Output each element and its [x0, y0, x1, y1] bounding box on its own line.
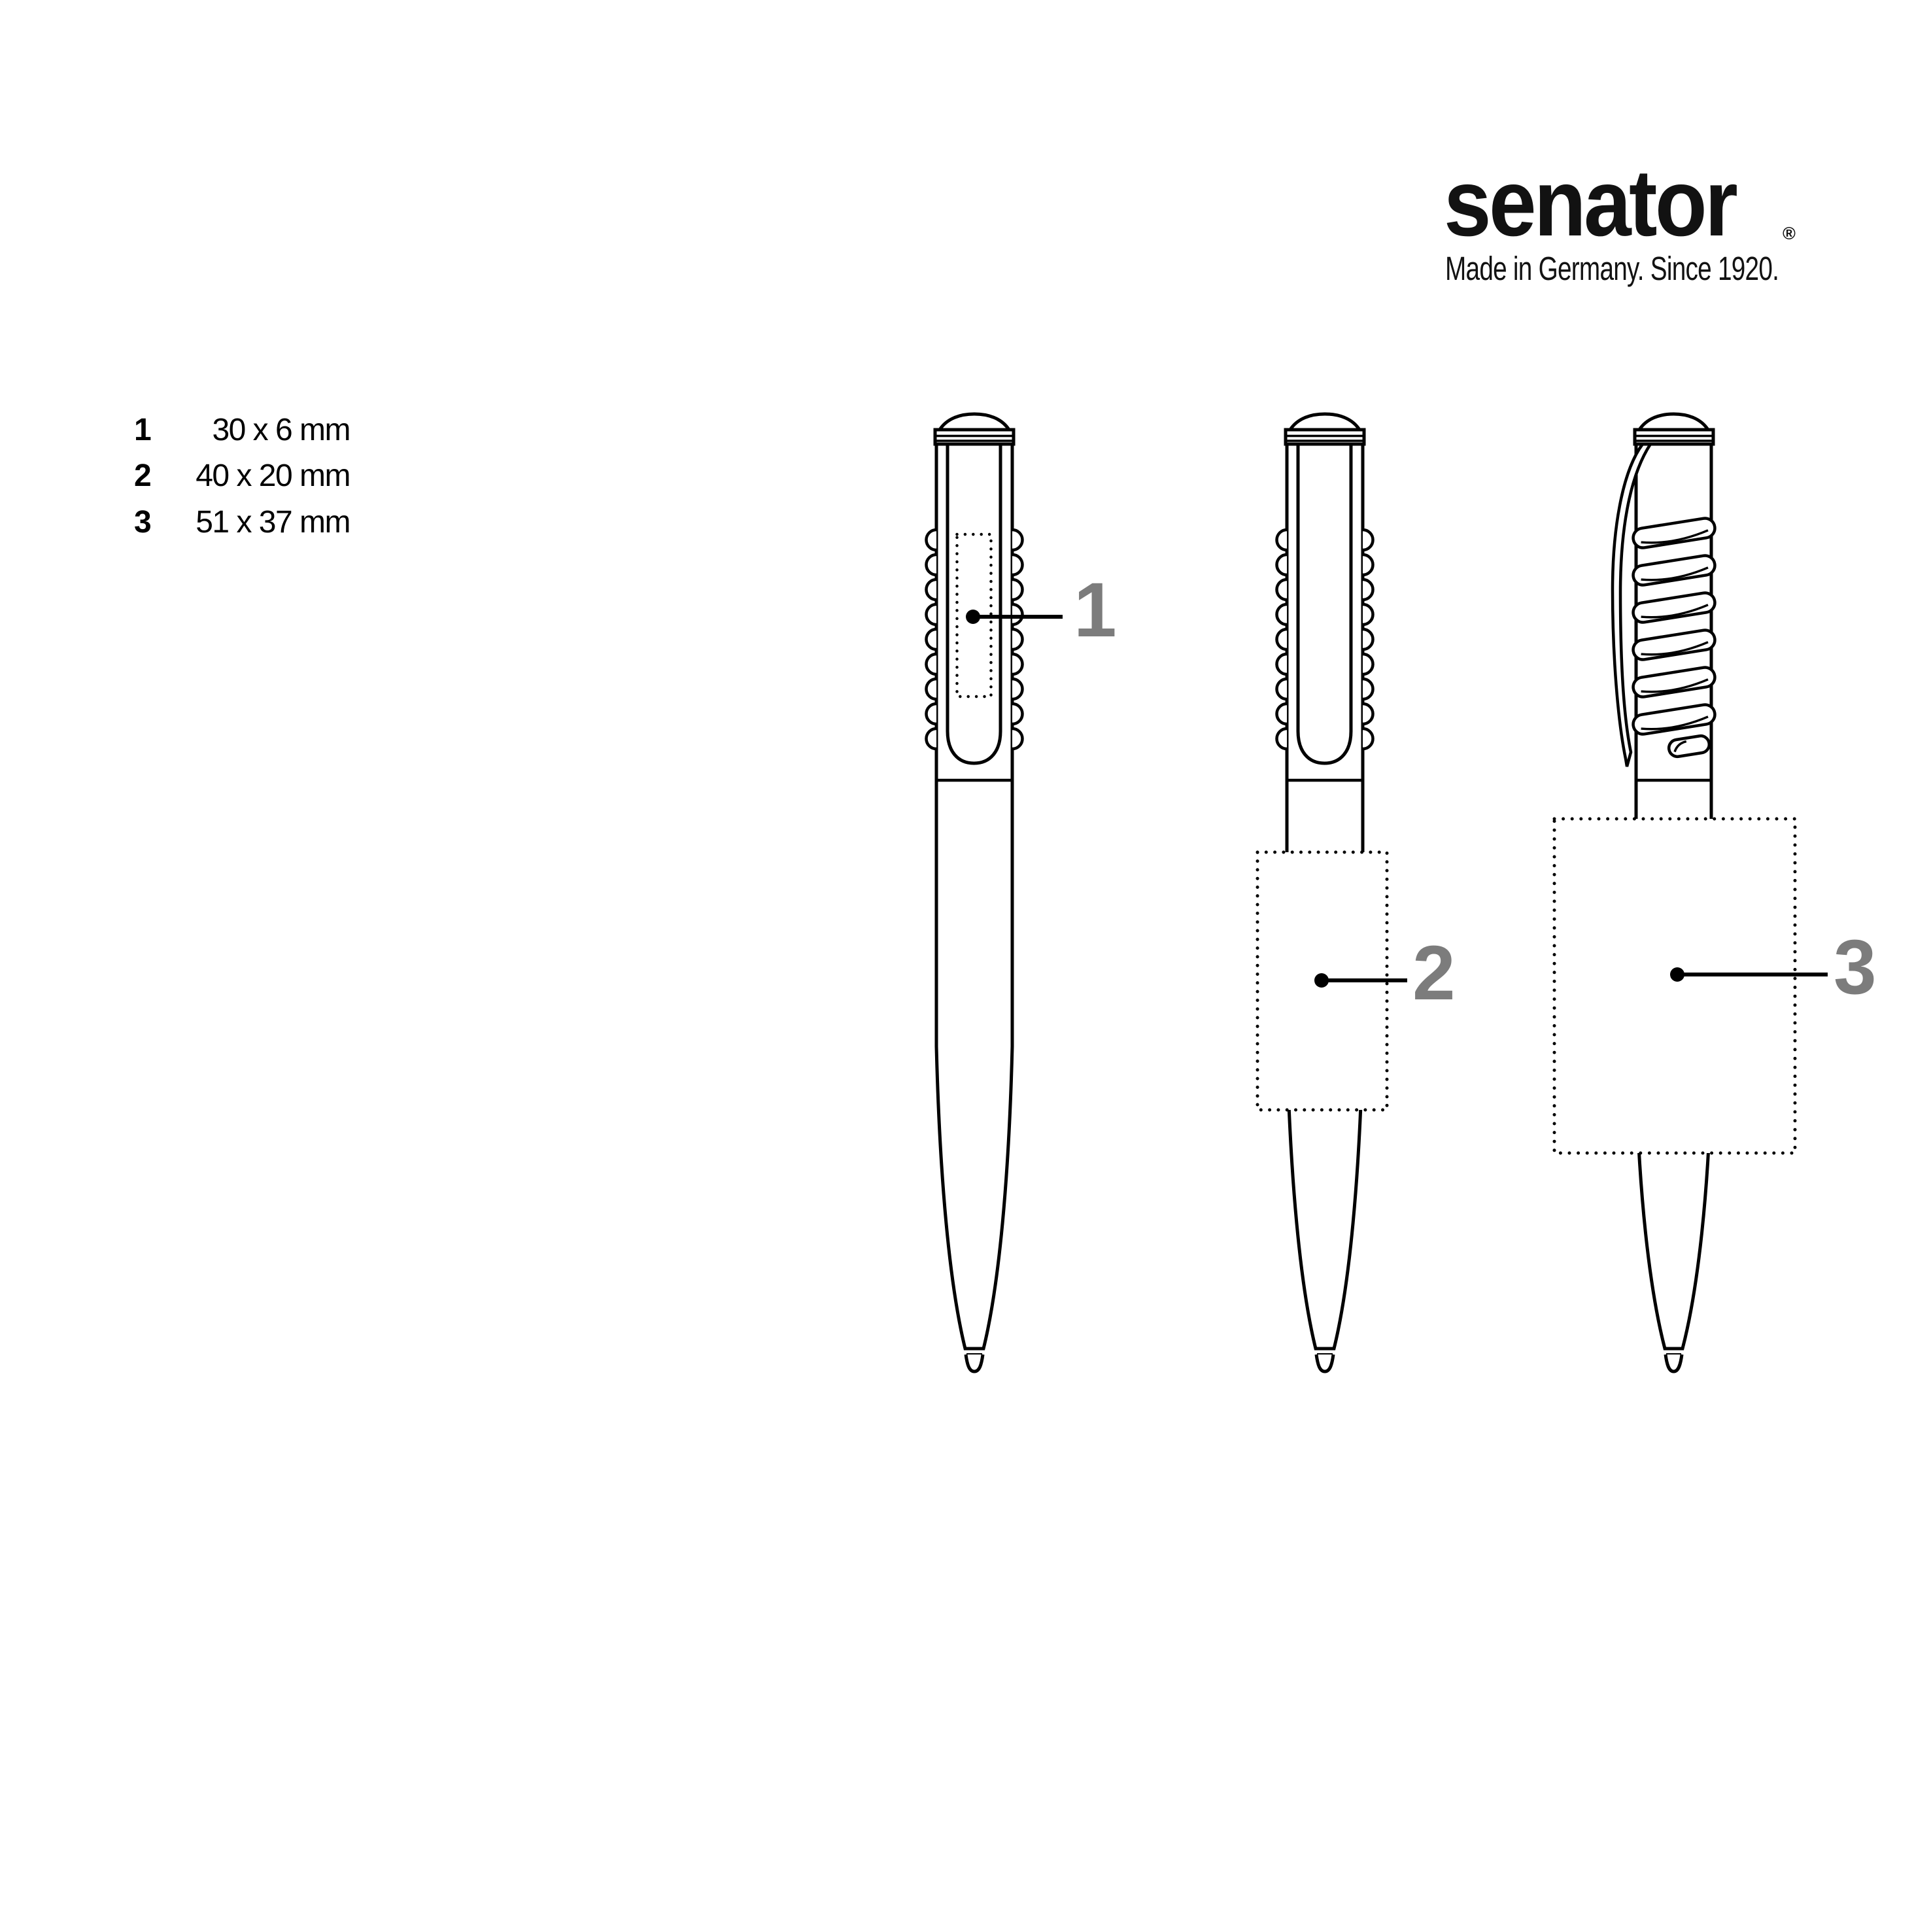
pen-2-illustration	[1257, 414, 1387, 1371]
callout-3-label: 3	[1834, 924, 1877, 1010]
brand-tagline-wrap	[1445, 252, 1884, 285]
legend-row-1-size: 30 x 6 mm	[212, 413, 350, 447]
callout-2-label: 2	[1412, 930, 1456, 1016]
legend-row-2-size: 40 x 20 mm	[196, 458, 350, 493]
pen-1-illustration	[926, 414, 1022, 1371]
legend-row-2-number: 2	[134, 458, 152, 493]
registered-trademark-icon: ®	[1783, 224, 1796, 243]
callout-1-label: 1	[1074, 567, 1117, 653]
legend-row-3	[98, 507, 350, 540]
brand-logo	[1444, 150, 1768, 256]
legend-row-2	[98, 460, 350, 493]
legend-row-3-size: 51 x 37 mm	[196, 505, 350, 540]
brand-tagline: Made in Germany. Since 1920.	[1445, 250, 1779, 287]
print-area-3-box	[1554, 819, 1795, 1153]
brand-wordmark: senator	[1444, 150, 1736, 256]
legend-row-1	[98, 415, 350, 447]
legend-row-3-number: 3	[134, 505, 152, 540]
pen-3-illustration	[1554, 414, 1795, 1371]
legend-row-1-number: 1	[134, 413, 152, 447]
